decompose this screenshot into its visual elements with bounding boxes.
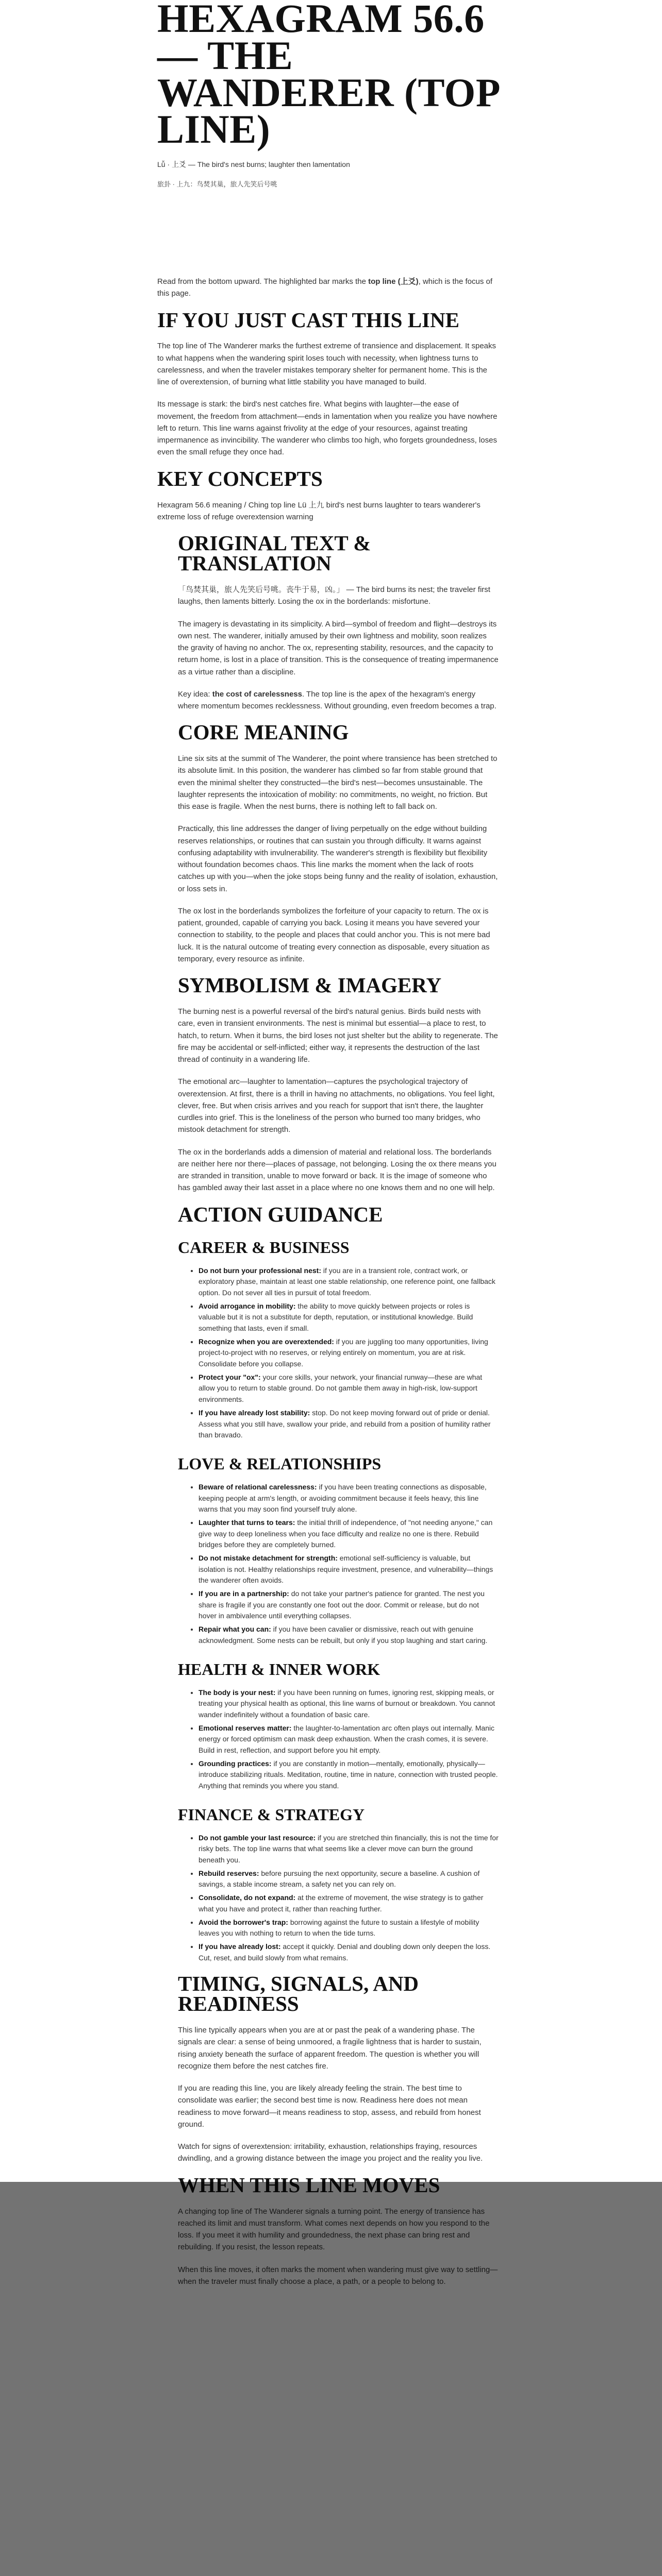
paragraph: The burning nest is a powerful reversal of the bird's natural genius. Birds build nests with care, even in transient environments. The nest is minimal but essential—a place to rest, to hatch, to return. When it burns, the bird loses not just shelter but the ability to regenerate. The fire may be accidental or self-inflicted; either way, it represents the destruction of the last thread of continuity in a wandering life.	[178, 1007, 498, 1064]
paragraph: Watch for signs of overextension: irritability, exhaustion, relationships fraying, resources dwindling, and a growing distance between the image you project and the reality you live.	[178, 2142, 483, 2163]
list-item: • Do not burn your professional nest: if you are in a transient role, contract work, or exploratory phase, maintain at least one stable relationship, one reference point, one fallback option. Do not sever all ties in pursuit of total freedom.	[198, 1265, 499, 1299]
article	[157, 0, 499, 189]
article-body	[157, 276, 499, 2298]
paragraph: Practically, this line addresses the danger of living perpetually on the edge without building reserves relationships, or routines that can sustain you through difficulty. It warns against confusing adaptability with invulnerability. The wanderer's strength is flexibility but flexibility without foundation becomes chaos. This line marks the moment when the lack of roots catches up with you—when the joke stops being funny and the reality of isolation, exhaustion, or loss sets in.	[178, 824, 498, 893]
modal-overlay[interactable]	[0, 2182, 662, 2576]
list-item: • The body is your nest: if you have been running on fumes, ignoring rest, skipping meals, or treating your physical health as optional, this line warns of burnout or breakdown. You cannot wander indefinitely without a foundation of basic care.	[198, 1687, 499, 1721]
heading-if-you-cast: IF YOU JUST CAST THIS LINE	[157, 308, 459, 332]
paragraph: The ox in the borderlands adds a dimension of material and relational loss. The borderlands are neither here nor there—places of passage, not belonging. Losing the ox there means you are stranded in transition, unable to move forward or back. It is the image of someone who has gambled away their last asset in a place where no one knows them and no one will help.	[178, 1147, 496, 1193]
heading-core-meaning: CORE MEANING	[178, 720, 349, 744]
page-title: HEXAGRAM 56.6 — THE WANDERER (TOP LINE)	[157, 0, 499, 152]
heading-action-guidance: ACTION GUIDANCE	[178, 1202, 383, 1226]
paragraph: This line typically appears when you are at or past the peak of a wandering phase. The signals are clear: a sense of being unmoored, a fragile lightness that is harder to sustain, rising anxiety beneath the surface of apparent freedom. The question is whether you will recognize them before the nest catches fire.	[178, 2026, 482, 2071]
list-item: • Laughter that turns to tears: the initial thrill of independence, of "not needing anyone," can give way to deep loneliness when you face difficulty and realize no one is there. Rebuild bridges before they are completely burned.	[198, 1517, 499, 1551]
paragraph: The top line of The Wanderer marks the furthest extreme of transience and displacement. It speaks to what happens when the wandering spirit loses touch with necessity, when lightness turns to carelessness, and when the traveler mistakes temporary shelter for permanent home. This is the line of overextension, of burning what little stability you have managed to build.	[157, 342, 496, 387]
paragraph: If you are reading this line, you are likely already feeling the strain. The best time to consolidate was earlier; the second best time is now. Readiness here does not mean readiness to move forward—it means readiness to stop, assess, and rebuild from honest ground.	[178, 2084, 481, 2129]
list-item: • Beware of relational carelessness: if you have been treating connections as disposable, keeping people at arm's length, or avoiding commitment because it feels heavy, this line warns that you may soon find yourself truly alone.	[198, 1482, 499, 1515]
paragraph: Its message is stark: the bird's nest catches fire. What begins with laughter—the ease of movement, the freedom from attachment—ends in lamentation when you realize you have nowhere left to return. This line warns against frivolity at the edge of your resources, against treating impermanence as invincibility. The wanderer who climbs too high, who forgets groundedness, loses even the small refuge they once had.	[157, 400, 498, 457]
list-item: • Emotional reserves matter: the laughter-to-lamentation arc often plays out internally. Manic energy or forced optimism can mask deep exhaustion. When the crash comes, it is severe. Build in rest, reflection, and support before you hit empty.	[198, 1723, 499, 1756]
list-item: • Consolidate, do not expand: at the extreme of movement, the wise strategy is to gather what you have and protect it, rather than reaching further.	[198, 1892, 499, 1914]
heading-original-text: ORIGINAL TEXT & TRANSLATION	[178, 531, 371, 575]
intro-paragraph: Read from the bottom upward. The highlighted bar marks the top line (上爻), which is the focus of this page.	[157, 277, 493, 298]
paragraph: Hexagram 56.6 meaning / Ching top line Lü 上九 bird's nest burns laughter to tears wanderer's extreme loss of refuge overextension warning	[157, 500, 481, 521]
list-item: • Repair what you can: if you have been cavalier or dismissive, reach out with genuine acknowledgment. Some nests can be rebuilt, but only if you stop laughing and start caring.	[198, 1624, 499, 1646]
heading-symbolism: SYMBOLISM & IMAGERY	[178, 973, 442, 997]
finance-list	[178, 1833, 499, 1964]
list-item: • If you are in a partnership: do not take your partner's patience for granted. The nest you share is fragile if you are constantly one foot out the door. Commit or release, but do not hover in ambivalence until everything collapses.	[198, 1588, 499, 1622]
list-item: • If you have already lost: accept it quickly. Denial and doubling down only deepen the loss. Cut, reset, and build slowly from what remains.	[198, 1941, 499, 1963]
paragraph: Line six sits at the summit of The Wanderer, the point where transience has been stretched to its absolute limit. In this position, the wanderer has climbed so far from stable ground that even the minimal shelter they constructed—the bird's nest—becomes unsustainable. The laughter represents the intoxication of mobility: no commitments, no weight, no friction. But this ease is fragile. When the nest burns, there is nothing left to fall back on.	[178, 754, 498, 811]
career-list	[178, 1265, 499, 1441]
health-list	[178, 1687, 499, 1792]
heading-key-concepts: KEY CONCEPTS	[157, 466, 323, 490]
heading-finance: FINANCE & STRATEGY	[178, 1805, 365, 1824]
heading-love: LOVE & RELATIONSHIPS	[178, 1454, 382, 1473]
list-item: • Do not gamble your last resource: if you are stretched thin financially, this is not the time for risky bets. The top line warns that what seems like a clever move can burn the ground beneath you.	[198, 1833, 499, 1866]
paragraph: The imagery is devastating in its simplicity. A bird—symbol of freedom and flight—destroys its own nest. The wanderer, initially amused by their own lightness and mobility, soon realizes the gravity of having no anchor. The ox, representing stability, resources, and the capacity to return home, is lost in a place of transition. This is the consequence of treating impermanence as a virtue rather than a discipline.	[178, 619, 499, 676]
page-subtitle-cn: 旅卦 · 上九：鸟焚其巢，旅人先笑后号咷	[157, 180, 277, 188]
list-item: • Avoid arrogance in mobility: the ability to move quickly between projects or roles is valuable but it is not a substitute for depth, reputation, or institutional knowledge. Build something that lasts, even if small.	[198, 1301, 499, 1334]
paragraph: The emotional arc—laughter to lamentation—captures the psychological trajectory of overextension. At first, there is a thrill in having no attachments, no obligations. You feel light, clever, free. But when crisis arrives and you reach for support that isn't there, the laughter curdles into grief. This is the loneliness of the person who burned too many bridges, who mistook detachment for strength.	[178, 1077, 495, 1134]
key-idea: Key idea: the cost of carelessness. The top line is the apex of the hexagram's energy where momentum becomes recklessness. Without grounding, even freedom becomes a trap.	[178, 689, 496, 710]
list-item: • Do not mistake detachment for strength: emotional self-sufficiency is valuable, but isolation is not. Healthy relationships require investment, presence, and vulnerability—things the wanderer often avoids.	[198, 1553, 499, 1586]
list-item: • Grounding practices: if you are constantly in motion—mentally, emotionally, physically—introduce stabilizing rituals. Meditation, routine, time in nature, connection with trusted people. Anything that reminds you where you stand.	[198, 1758, 499, 1792]
list-item: • Protect your "ox": your core skills, your network, your financial runway—these are what allow you to return to stable ground. Do not gamble them away in high-risk, low-support environments.	[198, 1372, 499, 1405]
paragraph: 「鸟焚其巢，旅人先笑后号咷。丧牛于易，凶。」 — The bird burns its nest; the traveler first laughs, then laments bitterly. Losing the ox in the borderlands: misfortune.	[178, 585, 490, 606]
page-subtitle: Lǚ · 上爻 — The bird's nest burns; laughter then lamentation	[157, 160, 350, 168]
list-item: • Avoid the borrower's trap: borrowing against the future to sustain a lifestyle of mobility leaves you with nothing to return to when the tide turns.	[198, 1917, 499, 1939]
love-list	[178, 1482, 499, 1647]
heading-health: HEALTH & INNER WORK	[178, 1659, 380, 1679]
paragraph: The ox lost in the borderlands symbolizes the forfeiture of your capacity to return. The ox is patient, grounded, capable of carrying you back. Losing it means you have severed your connection to stability, to the people and places that could anchor you. This is not mere bad luck. It is the natural outcome of treating every connection as disposable, every situation as temporary, every resource as infinite.	[178, 906, 490, 963]
list-item: • Recognize when you are overextended: if you are juggling too many opportunities, living project-to-project with no reserves, or relying entirely on momentum, you are at risk. Consolidate before you collapse.	[198, 1336, 499, 1370]
heading-career: CAREER & BUSINESS	[178, 1238, 350, 1257]
list-item: • If you have already lost stability: stop. Do not keep moving forward out of pride or denial. Assess what you still have, swallow your pride, and rebuild from a position of humility rather than bravado.	[198, 1408, 499, 1441]
heading-timing: TIMING, SIGNALS, AND READINESS	[178, 1972, 419, 2016]
list-item: • Rebuild reserves: before pursuing the next opportunity, secure a baseline. A cushion of savings, a stable income stream, a safety net you can rely on.	[198, 1868, 499, 1890]
